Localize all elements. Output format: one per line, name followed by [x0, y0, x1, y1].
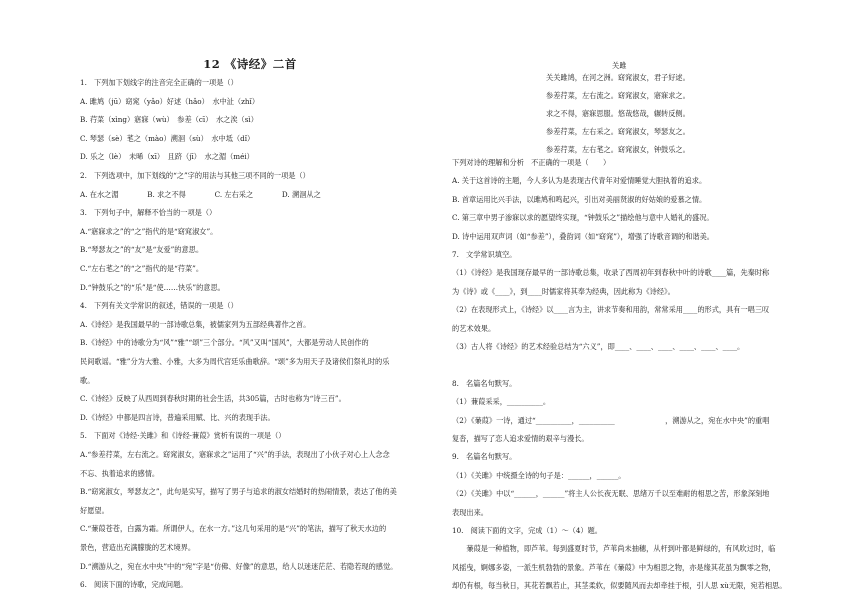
question-line: B.“窈窕淑女，琴瑟友之”，此句是实写，描写了男子与追求的淑女结婚时的热闹情景，表达了他的美	[80, 487, 397, 497]
question-line: （1）《诗经》是我国现存最早的一部诗歌总集，收录了西周初年到春秋中叶的诗歌____篇，先秦时称	[452, 268, 770, 278]
question-line: （3）古人将《诗经》的艺术经验总结为“六义”，即____、____、____、____、____、____。	[452, 342, 745, 351]
question-line: 好愿望。	[80, 505, 109, 515]
question-line: C.“蒹葭苍苍，白露为霜。所谓伊人，在水一方。”这几句采用的是“兴”的笔法，描写了秋天水边的	[80, 524, 387, 534]
question-line: B.“琴瑟友之”的“友”是“友爱”的意思。	[80, 245, 204, 255]
question-line: （2）《关雎》中以“______，______”将主人公长夜无眠、思绪万千以至难耐的相思之苦，形象深刻地	[452, 489, 770, 499]
question-line: 2. 下列选项中，加下划线的“之”字的用法与其他三项不同的一项是（）	[80, 171, 310, 180]
question-line: A. 雎鸠（jū）窈窕（yǎo）好逑（hǎo） 水中沚（zhǐ）	[80, 96, 260, 106]
question-line: 蒹葭是一种植物，即芦苇。每到盛夏时节，芦苇尚未抽穗，从杆到叶都是鲜绿的，有风吹过时，临	[452, 544, 776, 554]
question-line: D. 乐之（lè） 未晞（xī） 且跻（jī） 水之湄（méi）	[80, 152, 254, 162]
question-line: B.《诗经》中的诗歌分为“风”“雅”“颂”三个部分。“风”又叫“国风”，大都是劳动人民创作的	[80, 338, 369, 348]
question-line: 3. 下列句子中，解释不恰当的一项是（）	[80, 208, 217, 218]
question-line: B. 首章运用比兴手法，以雎鸠和鸣起兴，引出对美丽贤淑的好姑娘的爱慕之情。	[452, 194, 707, 204]
question-line: 歌。	[80, 375, 95, 385]
question-line: 9. 名篇名句默写。	[452, 452, 517, 462]
question-line: 风摇曳，婀娜多姿，一派生机勃勃的景象。芦苇在《蒹葭》中为相思之物，亦是缘其花虽为飘零之物，	[452, 562, 776, 572]
question-line: A. 关于这首诗的主题，今人多认为是表现古代青年对爱情睡觉大胆执着的追求。	[452, 176, 707, 186]
question-line: D.“钟鼓乐之”的“乐”是“使……快乐”的意思。	[80, 282, 225, 292]
question-line: 8. 名篇名句默写。	[452, 378, 517, 388]
question-line: 复沓，描写了恋人追求爱情的艰辛与漫长。	[452, 434, 589, 443]
question-line: D. 诗中运用双声词（如“参差”），叠韵词（如“窈窕”），增强了诗歌音调的和谐美。	[452, 231, 714, 241]
page-title: 12 《诗经》二首	[203, 57, 297, 71]
question-line: 6. 阅读下面的诗歌，完成问题。	[80, 580, 188, 590]
question-line: C. 琴瑟（sè）芼之（mào）溯洄（sù） 水中坻（dǐ）	[80, 133, 255, 143]
question-line: A.《诗经》是我国最早的一部诗歌总集，被儒家列为五部经典著作之首。	[80, 319, 311, 329]
question-line: 下列对诗的理解和分析 不正确的一项是（ ）	[452, 158, 611, 167]
question-line: 民间歌谣。“雅”分为大雅、小雅，大多为周代宫廷乐曲歌辞。“颂”多为用天子及诸侯们祭礼时的乐	[80, 357, 390, 366]
question-line: （2）《蒹葭》一诗，通过“__________，__________ ，溯游从之，宛在水中央”的重唱	[452, 415, 770, 425]
question-line: 却仍有根，每当秋日，其花若飘若止，其茎柔软，似要随风而去却牵挂于根，引人思 xù无限，宛若相思。	[452, 581, 787, 591]
question-line: D.《诗经》中都是四言诗，普遍采用赋、比、兴的表现手法。	[80, 412, 275, 422]
question-line: 不忘、执着追求的感情。	[80, 468, 160, 478]
question-line: D.“溯游从之，宛在水中央”中的“宛”字是“仿佛、好像”的意思，给人以迷迷茫茫、若隐若现的感觉。	[80, 561, 398, 571]
question-line: B. 荇菜（xìng）寤寐（wù） 参差（cī） 水之涘（sì）	[80, 115, 258, 125]
poem-line: 参差荇菜，左右流之。窈窕淑女，寤寐求之。	[546, 91, 690, 100]
question-line: 表现出来。	[452, 507, 488, 517]
question-line: A. 在水之湄 B. 求之不得 C. 左右采之 D. 溯洄从之	[80, 189, 321, 199]
poem-title: 关雎	[612, 61, 627, 70]
question-line: A.“寤寐求之”的“之”指代的是“窈窕淑女”。	[80, 226, 218, 236]
question-line: C.《诗经》反映了从西周到春秋时期的社会生活，共305篇，古时也称为“诗三百”。	[80, 394, 346, 404]
question-line: 4. 下列有关文学常识的叙述，错误的一项是（）	[80, 301, 238, 311]
poem-line: 参差荇菜，左右采之。窈窕淑女，琴瑟友之。	[546, 127, 690, 136]
poem-line: 关关雎鸠，在河之洲。窈窕淑女，君子好逑。	[546, 73, 690, 82]
question-line: 1. 下列加下划线字的注音完全正确的一项是（）	[80, 78, 238, 87]
question-line: 5. 下面对《诗经·关雎》和《诗经·蒹葭》赏析有误的一项是（）	[80, 431, 286, 441]
question-line: 景色，营造出充满朦胧的艺术境界。	[80, 543, 196, 552]
question-line: （2）在表现形式上，《诗经》以____言为主，讲求节奏和用韵，常常采用____的形式，具有一唱三叹	[452, 305, 770, 315]
question-line: 7. 文学常识填空。	[452, 250, 517, 259]
poem-line: 参差荇菜，左右芼之。窈窕淑女，钟鼓乐之。	[546, 145, 690, 154]
question-line: 10. 阅读下面的文字，完成（1）～（4）题。	[452, 526, 602, 535]
question-line: （1）《关雎》中统摄全诗的句子是：______，______。	[452, 470, 626, 480]
question-line: C.“左右芼之”的“之”指代的是“荇菜”。	[80, 264, 204, 273]
question-line: C. 第三章中男子渗寐以求的愿望终实现，“钟鼓乐之”描绘他与意中人婚礼的盛况。	[452, 213, 714, 223]
poem-line: 求之不得，寤寐思服。悠哉悠哉，辗转反侧。	[546, 109, 690, 118]
question-line: A.“参差荇菜，左右流之。窈窕淑女，寤寐求之”运用了“兴”的手法，表现出了小伙子对心上人念念	[80, 450, 390, 459]
question-line: 的艺术效果。	[452, 323, 496, 333]
question-line: （1）蒹葭采采，__________。	[452, 397, 551, 407]
question-line: 为《诗》或《____》，到____时儒家将其奉为经典，因此称为《诗经》。	[452, 286, 675, 296]
